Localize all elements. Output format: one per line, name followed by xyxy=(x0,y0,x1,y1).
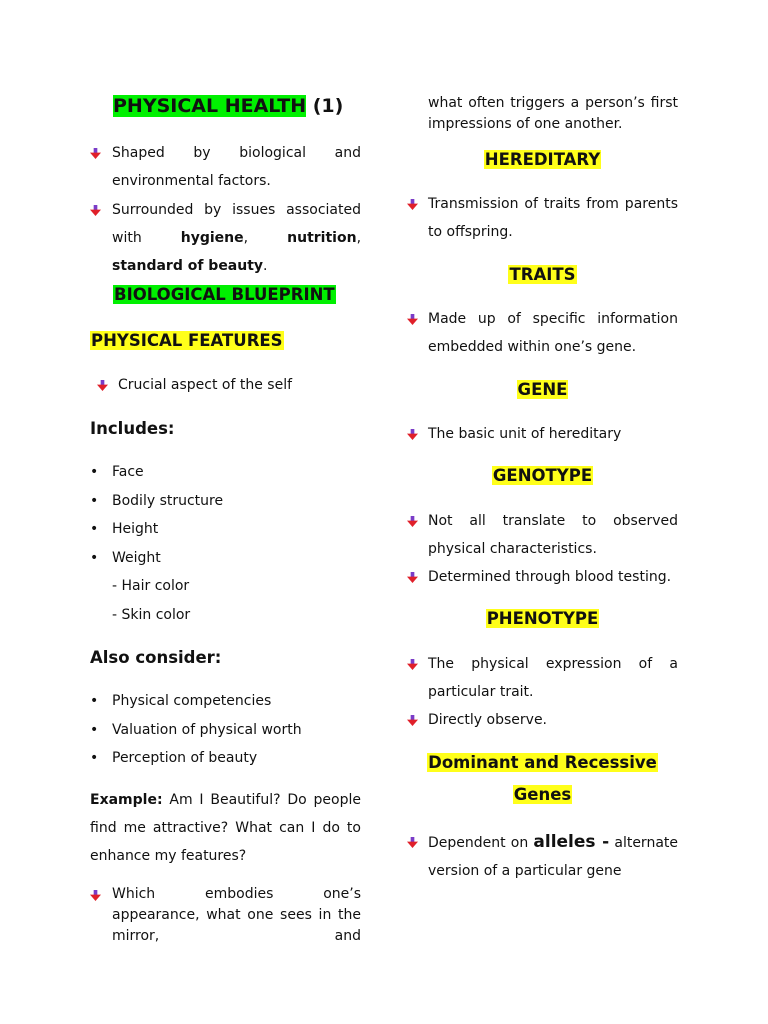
continuation-text: what often triggers a person’s first impressions of one another. xyxy=(428,95,678,132)
bullet-dot-icon: • xyxy=(90,464,99,480)
also-consider-list xyxy=(90,687,361,773)
heading-hereditary: HEREDITARY xyxy=(484,150,601,169)
includes-list xyxy=(90,458,361,629)
arrow-down-icon xyxy=(407,516,418,527)
list-item xyxy=(407,706,678,734)
list-item xyxy=(90,139,361,195)
page-title xyxy=(113,93,343,119)
heading-gene: GENE xyxy=(517,380,568,399)
heading-biological-blueprint: BIOLOGICAL BLUEPRINT xyxy=(114,285,335,304)
bullet-text: Determined through blood testing. xyxy=(428,569,672,585)
arrow-down-icon xyxy=(407,199,418,210)
bullet-text: Directly observe. xyxy=(428,712,548,728)
arrow-down-icon xyxy=(407,572,418,583)
arrow-down-icon xyxy=(90,205,101,216)
list-item xyxy=(407,507,678,563)
sub-item: - Hair color xyxy=(112,578,190,594)
list-item: • Valuation of physical worth xyxy=(90,716,361,745)
heading-genes: Genes xyxy=(513,785,572,804)
arrow-down-icon xyxy=(97,380,108,391)
bullet-dot-icon: • xyxy=(90,521,99,537)
list-item xyxy=(407,650,678,706)
bullet-text: Which embodies one’s appearance, what one sees in the mirror, and xyxy=(112,886,361,944)
arrow-down-icon xyxy=(407,659,418,670)
bullet-text: Crucial aspect of the self xyxy=(118,377,293,393)
heading-dominant-recessive: Dominant and Recessive xyxy=(428,753,657,772)
heading-genotype: GENOTYPE xyxy=(492,466,593,485)
list-item: • Face xyxy=(90,458,361,487)
list-item xyxy=(90,884,361,947)
list-item xyxy=(90,371,361,399)
bullet-dot-icon: • xyxy=(90,693,99,709)
arrow-down-icon xyxy=(90,148,101,159)
arrow-down-icon xyxy=(407,314,418,325)
bullet-text: The basic unit of hereditary xyxy=(428,426,622,442)
example-paragraph: Example: Am I Beautiful? Do people find me attractive? What can I do to enhance my features? xyxy=(90,792,361,864)
bullet-text: Not all translate to observed physical characteristics. xyxy=(428,513,678,557)
arrow-down-icon xyxy=(90,890,101,901)
bullet-dot-icon: • xyxy=(90,549,99,566)
list-item xyxy=(407,420,678,448)
bullet-text: The physical expression of a particular trait. xyxy=(428,656,678,700)
list-item: • Physical competencies xyxy=(90,687,361,716)
also-consider-label: Also consider: xyxy=(90,648,222,667)
bullet-dot-icon: • xyxy=(90,492,99,509)
bullet-text: Transmission of traits from parents to offspring. xyxy=(428,196,678,240)
list-item: • Height xyxy=(90,515,361,544)
bullet-dot-icon: • xyxy=(90,721,99,738)
bullet-text: Surrounded by issues associated with hygiene, nutrition, standard of beauty. xyxy=(112,202,362,274)
bullet-text: Made up of specific information embedded within one’s gene. xyxy=(428,311,678,355)
list-item xyxy=(407,305,678,361)
list-item: • Perception of beauty xyxy=(90,744,361,773)
arrow-down-icon xyxy=(407,429,418,440)
title-suffix: (1) xyxy=(312,95,344,117)
list-item: • Bodily structure xyxy=(90,487,361,516)
heading-traits: TRAITS xyxy=(509,265,576,284)
list-item xyxy=(407,190,678,246)
bullet-text: Dependent on alleles - alternate version of a particular gene xyxy=(428,832,678,879)
list-item: • Weight xyxy=(90,544,361,573)
title-main: PHYSICAL HEALTH xyxy=(113,95,307,117)
bullet-dot-icon: • xyxy=(90,750,99,766)
heading-phenotype: PHENOTYPE xyxy=(486,609,599,628)
list-item xyxy=(407,828,678,885)
sub-item: - Skin color xyxy=(112,606,191,623)
heading-physical-features: PHYSICAL FEATURES xyxy=(91,331,283,350)
bullet-text: Shaped by biological and environmental factors. xyxy=(112,145,361,189)
list-item xyxy=(407,563,678,591)
arrow-down-icon xyxy=(407,715,418,726)
includes-label: Includes: xyxy=(90,419,175,438)
list-item xyxy=(90,196,361,280)
arrow-down-icon xyxy=(407,837,418,848)
